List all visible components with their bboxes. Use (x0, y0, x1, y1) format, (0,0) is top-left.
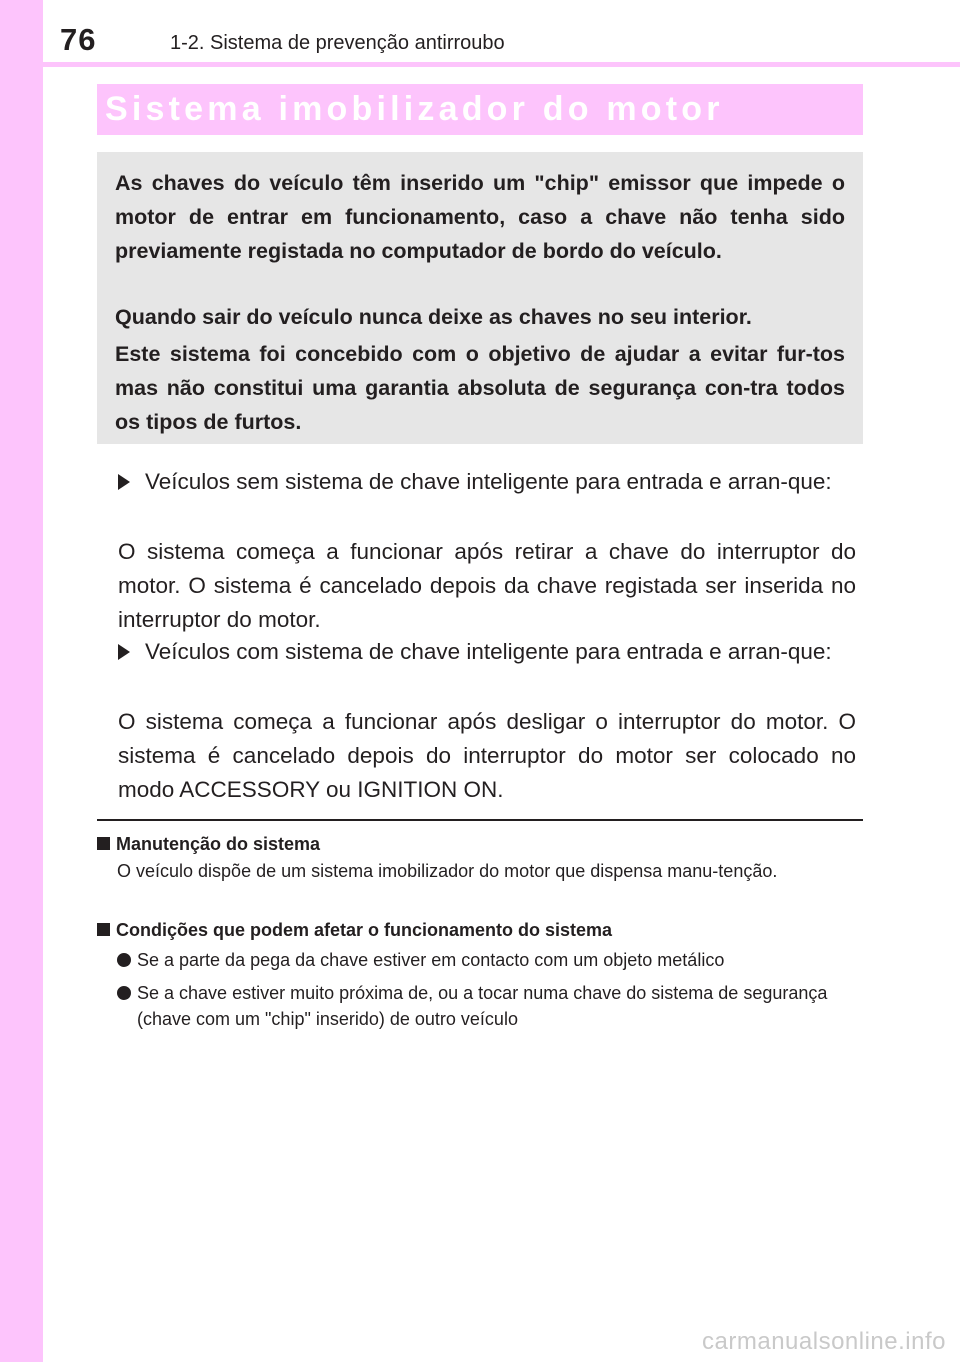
list-item-text: Se a chave estiver muito próxima de, ou a tocar numa chave do sistema de segurança (chave com um "chip" inserido) de outro veículo (137, 983, 828, 1029)
body-paragraph: O sistema começa a funcionar após desligar o interruptor do motor. O sistema é cancelado depois do interruptor do motor ser colocado no modo ACCESSORY ou IGNITION ON. (118, 709, 856, 802)
vehicle-type-heading (118, 465, 858, 499)
list-item (117, 980, 859, 1032)
vehicle-type-heading-text: Veículos sem sistema de chave inteligente para entrada e arran-que: (145, 469, 832, 494)
note-heading-text: Manutenção do sistema (116, 834, 321, 854)
note-heading-text: Condições que podem afetar o funcionamento do sistema (116, 920, 613, 940)
note-text: O veículo dispõe de um sistema imobilizador do motor que dispensa manu-tenção. (117, 861, 778, 881)
info-box (97, 152, 863, 444)
info-paragraph: Este sistema foi concebido com o objetivo de ajudar a evitar fur-tos mas não constitui uma garantia absoluta de segurança con-tra todos os tipos de furtos. (115, 342, 845, 434)
body-paragraph: O sistema começa a funcionar após retirar a chave do interruptor do motor. O sistema é cancelado depois da chave registada ser inserida no interruptor do motor. (118, 539, 856, 632)
list-item-text: Se a parte da pega da chave estiver em contacto com um objeto metálico (137, 950, 725, 970)
round-bullet-icon (117, 986, 131, 1000)
arrow-bullet-icon (118, 644, 130, 660)
arrow-bullet-icon (118, 474, 130, 490)
round-bullet-icon (117, 953, 131, 967)
list-item (117, 947, 859, 973)
info-paragraph: As chaves do veículo têm inserido um "chip" emissor que impede o motor de entrar em funcionamento, caso a chave não tenha sido previamente registada no computador de bordo do veículo. (115, 171, 845, 263)
header-divider (0, 62, 960, 67)
watermark: carmanualsonline.info (702, 1328, 946, 1355)
vehicle-type-heading-text: Veículos com sistema de chave inteligente para entrada e arran-que: (145, 639, 832, 664)
note-heading-conditions (97, 917, 612, 943)
vehicle-type-heading (118, 635, 858, 669)
square-bullet-icon (97, 837, 110, 850)
section-title: Sistema imobilizador do motor (105, 90, 724, 128)
page-number: 76 (60, 22, 97, 57)
chapter-title: 1-2. Sistema de prevenção antirroubo (170, 32, 505, 54)
side-color-strip (0, 0, 43, 1362)
square-bullet-icon (97, 923, 110, 936)
section-divider (97, 819, 863, 821)
info-paragraph: Quando sair do veículo nunca deixe as chaves no seu interior. (115, 305, 752, 329)
section-banner (97, 84, 863, 135)
note-heading-maintenance (97, 831, 320, 857)
